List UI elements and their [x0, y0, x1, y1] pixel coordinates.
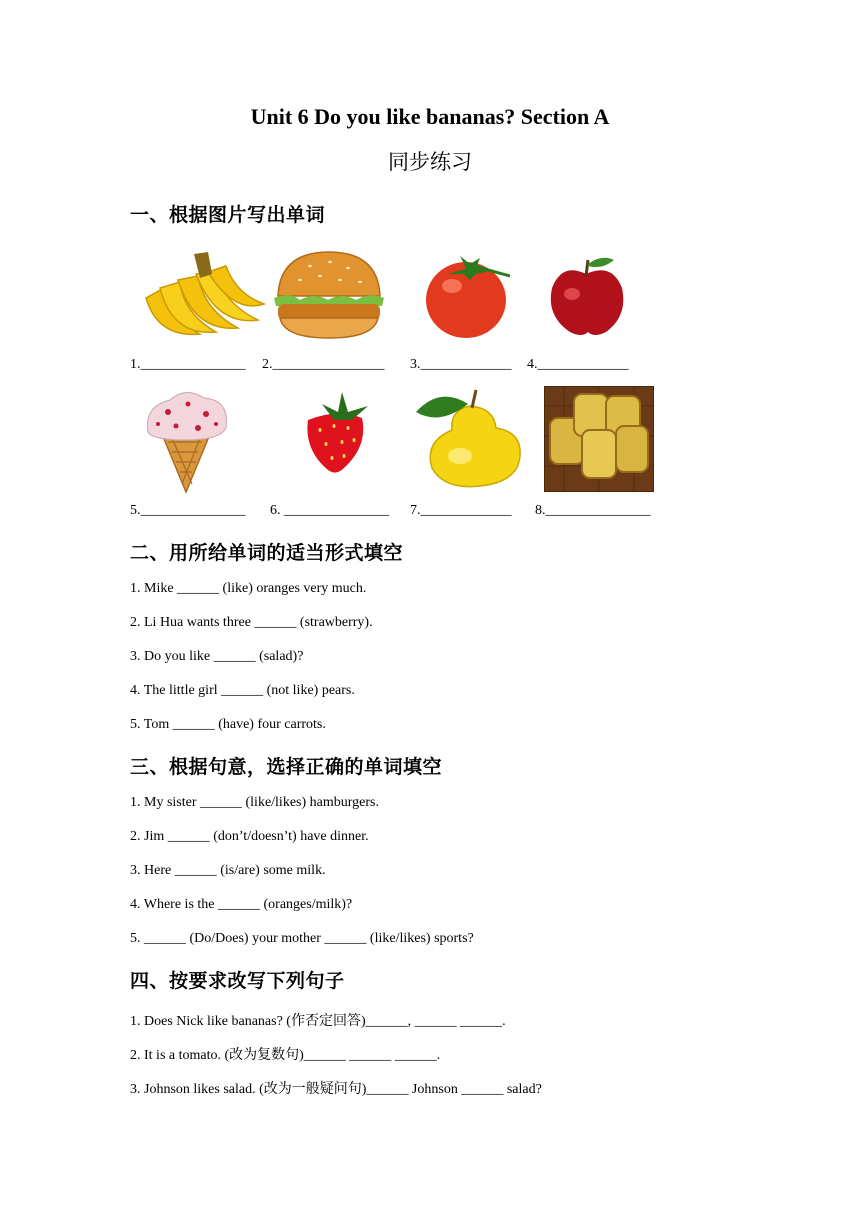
blank-2[interactable]: 2.________________ [262, 357, 385, 372]
question-item: 1. Does Nick like bananas? (作否定回答)______, ______ ______. [130, 1014, 506, 1029]
question-item: 5. Tom ______ (have) four carrots. [130, 717, 326, 732]
section-heading-1: 一、根据图片写出单词 [130, 204, 326, 226]
question-item: 2. Jim ______ (don’t/doesn’t) have dinner. [130, 829, 369, 844]
section-heading-3: 三、根据句意，选择正确的单词填空 [130, 756, 443, 778]
tomato-icon [420, 248, 516, 342]
bananas-icon [138, 248, 266, 340]
blank-5[interactable]: 5._______________ [130, 503, 246, 518]
hamburger-icon [270, 248, 388, 342]
question-item: 3. Johnson likes salad. (改为一般疑问句)______ Johnson ______ salad? [130, 1082, 542, 1097]
section-heading-4: 四、按要求改写下列句子 [130, 970, 345, 992]
question-item: 1. My sister ______ (like/likes) hamburgers. [130, 795, 379, 810]
page-title: Unit 6 Do you like bananas? Section A [250, 104, 610, 129]
question-item: 4. The little girl ______ (not like) pears. [130, 683, 355, 698]
question-item: 5. ______ (Do/Does) your mother ______ (like/likes) sports? [130, 931, 474, 946]
ice-cream-icon [140, 386, 232, 494]
apple-icon [542, 254, 632, 338]
blank-8[interactable]: 8._______________ [535, 503, 651, 518]
section-heading-2: 二、用所给单词的适当形式填空 [130, 542, 404, 564]
question-item: 3. Do you like ______ (salad)? [130, 649, 304, 664]
question-item: 1. Mike ______ (like) oranges very much. [130, 581, 367, 596]
blank-6[interactable]: 6. _______________ [270, 503, 389, 518]
question-item: 2. It is a tomato. (改为复数句)______ ______ ______. [130, 1048, 441, 1063]
question-item: 2. Li Hua wants three ______ (strawberry). [130, 615, 373, 630]
blank-3[interactable]: 3._____________ [410, 357, 512, 372]
blank-1[interactable]: 1._______________ [130, 357, 246, 372]
question-item: 3. Here ______ (is/are) some milk. [130, 863, 326, 878]
question-item: 4. Where is the ______ (oranges/milk)? [130, 897, 353, 912]
blank-7[interactable]: 7._____________ [410, 503, 512, 518]
bread-icon [544, 386, 654, 492]
pear-icon [410, 386, 528, 490]
page-subtitle: 同步练习 [388, 150, 472, 174]
blank-4[interactable]: 4._____________ [527, 357, 629, 372]
strawberry-icon [298, 390, 378, 476]
